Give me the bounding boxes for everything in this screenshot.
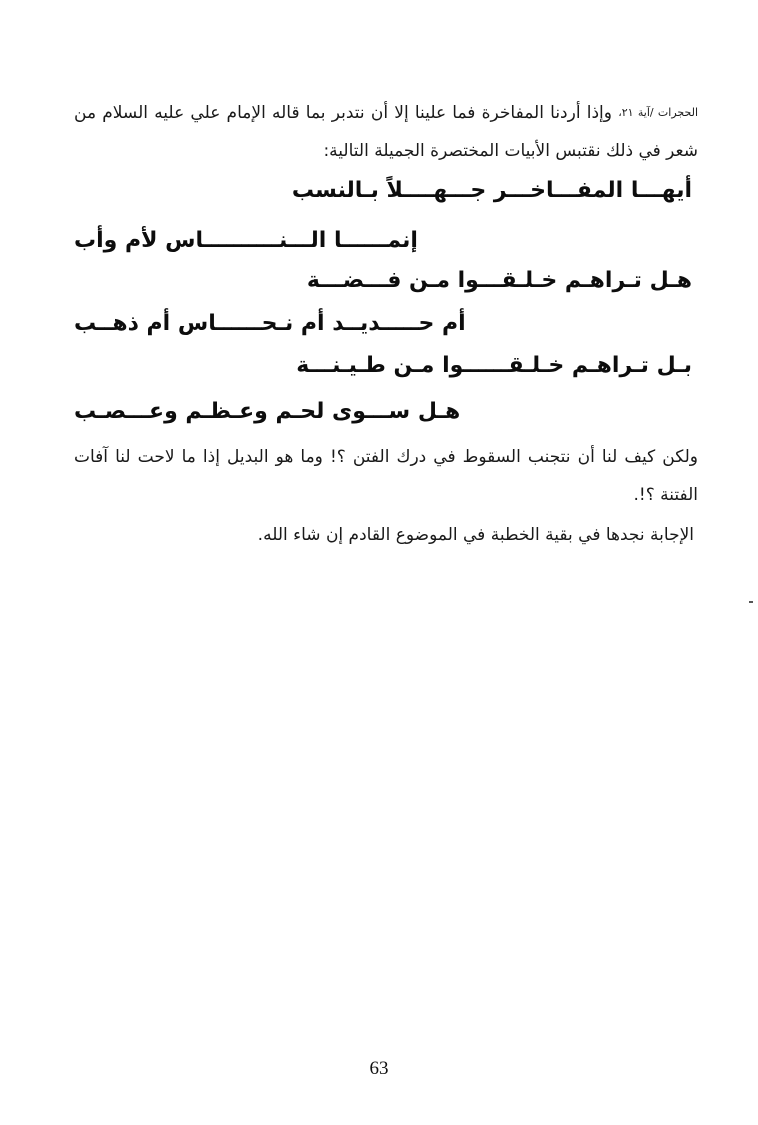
poem-verse-1-first-hemistich: أيهـــا المفـــاخـــر جـــهــــلاً بـالنسب: [291, 178, 692, 203]
scan-speck: [749, 601, 753, 603]
poem-verse-3-first-hemistich: بـل تـراهـم خـلـقــــــوا مـن طـيـنـــة: [296, 353, 692, 378]
poem-verse-2-second-hemistich: أم حـــــديــد أم نـحــــــاس أم ذهــب: [74, 311, 466, 336]
poem-verse-1-second-hemistich: إنمــــــا الـــنــــــــــاس لأم وأب: [74, 228, 418, 253]
quran-reference: الحجرات /آية ٢١،: [618, 106, 698, 119]
intro-paragraph: [74, 94, 698, 170]
page-number: 63: [369, 1058, 389, 1079]
intro-text: وإذا أردنا المفاخرة فما علينا إلا أن نتدبر بما قاله الإمام علي عليه السلام من شعر في ذلك نقتبس الأبيات المختصرة الجميلة التالية:: [74, 103, 698, 161]
poem-verse-2-first-hemistich: هـل تـراهـم خـلـقـــوا مـن فـــضـــة: [306, 268, 692, 293]
poem-verse-3-second-hemistich: هـل ســـوى لحـم وعـظـم وعـــصـب: [74, 399, 461, 424]
answer-paragraph: الإجابة نجدها في بقية الخطبة في الموضوع القادم إن شاء الله.: [257, 525, 694, 545]
question-paragraph: ولكن كيف لنا أن نتجنب السقوط في درك الفتن ؟! وما هو البديل إذا ما لاحت لنا آفات الفتنة ؟!.: [74, 447, 698, 505]
